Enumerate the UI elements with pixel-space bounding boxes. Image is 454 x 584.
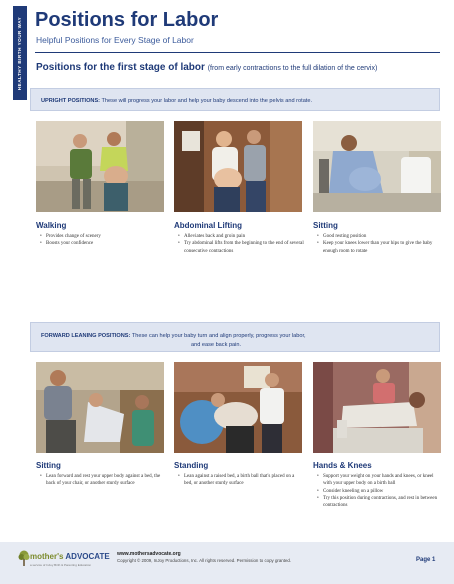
tree-icon bbox=[18, 550, 30, 566]
logo-word-advocate: ADVOCATE bbox=[65, 552, 110, 561]
logo-wordmark bbox=[30, 552, 110, 561]
sidebar-label: HEALTHY BIRTH YOUR WAY bbox=[17, 16, 23, 90]
photo-hands-knees bbox=[313, 362, 441, 453]
photo-standing-forward bbox=[174, 362, 302, 453]
forward-text-line1: These can help your baby turn and align properly, progress your labor, bbox=[131, 333, 306, 339]
photo-abdominal-lifting bbox=[174, 121, 302, 212]
page-number: Page 1 bbox=[416, 557, 436, 563]
forward-leaning-banner bbox=[30, 322, 440, 352]
upright-label: UPRIGHT POSITIONS: bbox=[41, 98, 101, 104]
bullet-list-walking bbox=[36, 233, 166, 248]
bullet-list-sitting bbox=[313, 233, 443, 255]
bullet-item: • Try abdominal lifts from the beginning to the end of several consecutive contractions bbox=[174, 240, 304, 255]
position-title-sitting: Sitting bbox=[313, 221, 338, 230]
footer-copyright: Copyright © 2009, InJoy Productions, Inc. All rights reserved. Permission to copy granted. bbox=[117, 558, 292, 563]
bullet-item: • Provides change of scenery bbox=[36, 233, 166, 240]
footer-url-link[interactable]: www.mothersadvocate.org bbox=[117, 551, 181, 557]
bullet-list-sitting-forward bbox=[36, 473, 166, 488]
page-subtitle: Helpful Positions for Every Stage of Labor bbox=[36, 35, 194, 45]
bullet-item: • Lean against a raised bed, a birth ball that's placed on a bed, or another sturdy surface bbox=[174, 473, 304, 488]
header-divider bbox=[35, 52, 440, 53]
photo-sitting-upright bbox=[313, 121, 441, 212]
position-title-hands-knees: Hands & Knees bbox=[313, 461, 372, 470]
upright-text: These will progress your labor and help your baby descend into the pelvis and rotate. bbox=[101, 98, 313, 104]
page-title: Positions for Labor bbox=[35, 9, 219, 31]
section-heading-text: Positions for the first stage of labor bbox=[36, 62, 205, 73]
bullet-list-abdominal-lifting bbox=[174, 233, 304, 255]
position-title-walking: Walking bbox=[36, 221, 67, 230]
bullet-item: • Alleviates back and groin pain bbox=[174, 233, 304, 240]
position-title-sitting-forward: Sitting bbox=[36, 461, 61, 470]
sidebar-label-wrap bbox=[13, 6, 27, 100]
photo-walking bbox=[36, 121, 164, 212]
upright-positions-banner bbox=[30, 88, 440, 111]
position-title-standing: Standing bbox=[174, 461, 209, 470]
forward-text-line2: and ease back pain. bbox=[191, 342, 242, 348]
bullet-item: • Support your weight on your hands and knees, or kneel with your upper body on a birth ball bbox=[313, 473, 443, 488]
bullet-item: • Lean forward and rest your upper body against a bed, the back of your chair, or another sturdy surface bbox=[36, 473, 166, 488]
bullet-item: • Consider kneeling on a pillow bbox=[313, 488, 443, 495]
bullet-item: • Try this position during contractions, and rest in between contractions bbox=[313, 495, 443, 510]
photo-sitting-forward bbox=[36, 362, 164, 453]
bullet-item: • Keep your knees lower than your hips to give the baby enough room to rotate bbox=[313, 240, 443, 255]
logo-word-mothers: mother's bbox=[30, 552, 64, 561]
section-heading-first-stage bbox=[36, 62, 446, 73]
forward-label: FORWARD LEANING POSITIONS: bbox=[41, 333, 131, 339]
mothers-advocate-logo[interactable] bbox=[18, 550, 110, 574]
position-title-abdominal-lifting: Abdominal Lifting bbox=[174, 221, 242, 230]
bullet-list-hands-knees bbox=[313, 473, 443, 509]
section-heading-note: (from early contractions to the full dilation of the cervix) bbox=[207, 65, 378, 72]
bullet-item: • Good resting position bbox=[313, 233, 443, 240]
bullet-list-standing bbox=[174, 473, 304, 488]
bullet-item: • Boosts your confidence bbox=[36, 240, 166, 247]
logo-tagline: a service of InJoy Birth & Parenting Education bbox=[30, 563, 92, 567]
